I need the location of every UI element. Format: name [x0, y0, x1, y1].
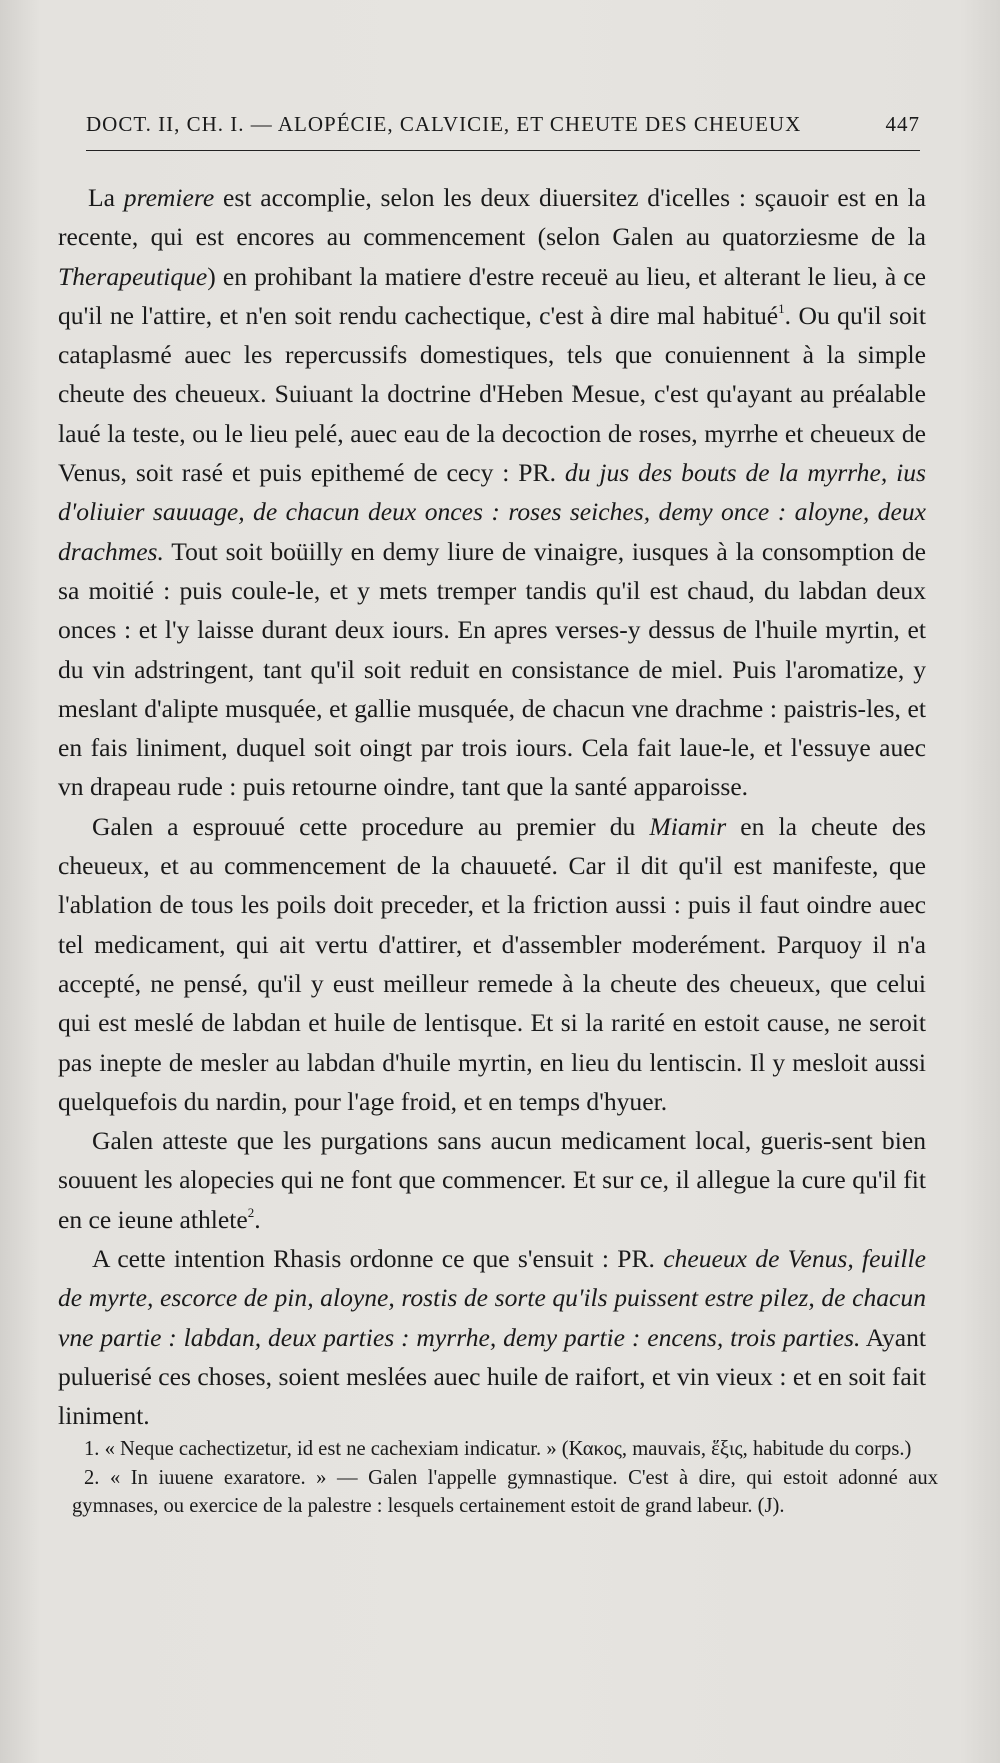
text-run: . Ou qu'il soit cataplasmé auec les repercussifs domestiques, tels que conuiennent à la simple cheute des cheueux. Suiuant la doctrine d'Heben Mesue, c'est qu'ayant au préalable laué la teste, ou le lieu pelé, auec eau de la decoction de roses, myrrhe et cheueux de Venus, soit rasé et puis epithemé de cecy : PR. [58, 300, 927, 488]
text-run: Tout soit boüilly en demy liure de vinaigre, iusques à la consomption de sa moitié : puis coule-le, et y mets tremper tandis qu'il est chaud, du labdan deux onces : et l'y laisse durant deux iours. En apres verses-y dessus de l'huile myrtin, et du vin adstringent, tant qu'il soit reduit en consistance de miel. Puis l'aromatize, y meslant d'alipte musquée, et gallie musquée, de chacun vne drachme : paistris-les, et en fais liniment, duquel soit oingt par trois iours. Cela fait laue-le, et l'essuye auec vn drapeau rude : puis retourne oindre, tant que la santé apparoisse. [58, 536, 926, 802]
page-number: 447 [885, 112, 920, 136]
paragraph-2 [58, 807, 926, 1121]
text-run: ) en prohibant la matiere d'estre receuë au lieu, et alterant le lieu, à ce qu'il ne l'attire, et n'en soit rendu cachectique, c'est à dire mal habitué [58, 261, 926, 330]
italic-run: Therapeutique [58, 261, 208, 291]
footnotes [72, 1435, 938, 1521]
text-run: Galen atteste que les purgations sans aucun medicament local, gueris-sent bien souuent les alopecies qui ne font que commencer. Et sur ce, il allegue la cure qu'il fit en ce ieune athlete [58, 1126, 926, 1234]
paragraph-1 [58, 178, 926, 807]
italic-run: cheueux de Venus, feuille de myrte, escorce de pin, aloyne, rostis de sorte qu'ils puissent estre pilez, de chacun vne partie : labdan, deux parties : myrrhe, demy partie : encens, trois parties. [58, 1244, 926, 1352]
footnote-2: 2. « In iuuene exaratore. » — Galen l'appelle gymnastique. C'est à dire, qui estoit adonné aux gymnases, ou exercice de la palestre : lesquels certainement estoit de grand labeur. (J). [72, 1466, 938, 1517]
paragraph-3 [58, 1121, 926, 1239]
text-run: La [88, 183, 124, 212]
text-run: . [254, 1204, 261, 1234]
italic-run: Miamir [649, 811, 727, 841]
text-run: en la cheute des cheueux, et au commencement de la chauueté. Car il dit qu'il est manifeste, que l'ablation de tous les poils doit preceder, et la friction aussi : puis il faut oindre auec tel medicament, qui ait vertu d'attirer, et d'assembler moderément. Parquoy il n'a accepté, ne pensé, qu'il y eust meilleur remede à la cheute des cheueux, que celui qui est meslé de labdan et huile de lentisque. Et si la rarité en estoit cause, ne seroit pas inepte de mesler au labdan d'huile myrtin, en lieu du lentiscin. Il y mesloit aussi quelquefois du nardin, pour l'age froid, et en temps d'hyuer. [58, 811, 926, 1116]
footnote-ref-1: 1 [778, 300, 785, 316]
running-head [86, 112, 920, 137]
main-text [58, 178, 926, 1436]
italic-run: du jus des bouts de la myrrhe, ius d'oliuier sauuage, de chacun deux onces : roses seiches, demy once : aloyne, deux drachmes. [58, 458, 926, 566]
text-run: est accomplie, selon les deux diuersitez d'icelles : sçauoir est en la recente, qui est encores au commencement (selon Galen au quatorziesme de la [58, 183, 926, 252]
italic-run: premiere [123, 183, 215, 212]
footnote-ref-2: 2 [247, 1204, 255, 1220]
text-run: Ayant puluerisé ces choses, soient meslées auec huile de raifort, et vin vieux : et en soit fait liniment. [58, 1322, 927, 1431]
paragraph-4 [58, 1239, 926, 1435]
text-run: A cette intention Rhasis ordonne ce que s'ensuit : PR. [92, 1244, 664, 1274]
running-title: DOCT. II, CH. I. — ALOPÉCIE, CALVICIE, ET CHEUTE DES CHEUEUX [86, 112, 802, 136]
text-run: Galen a esprouué cette procedure au premier du [92, 811, 650, 841]
header-rule [86, 150, 920, 151]
footnote-1: 1. « Neque cachectizetur, id est ne cachexiam indicatur. » (Κακος, mauvais, ἕξις, habitude du corps.) [84, 1438, 912, 1460]
